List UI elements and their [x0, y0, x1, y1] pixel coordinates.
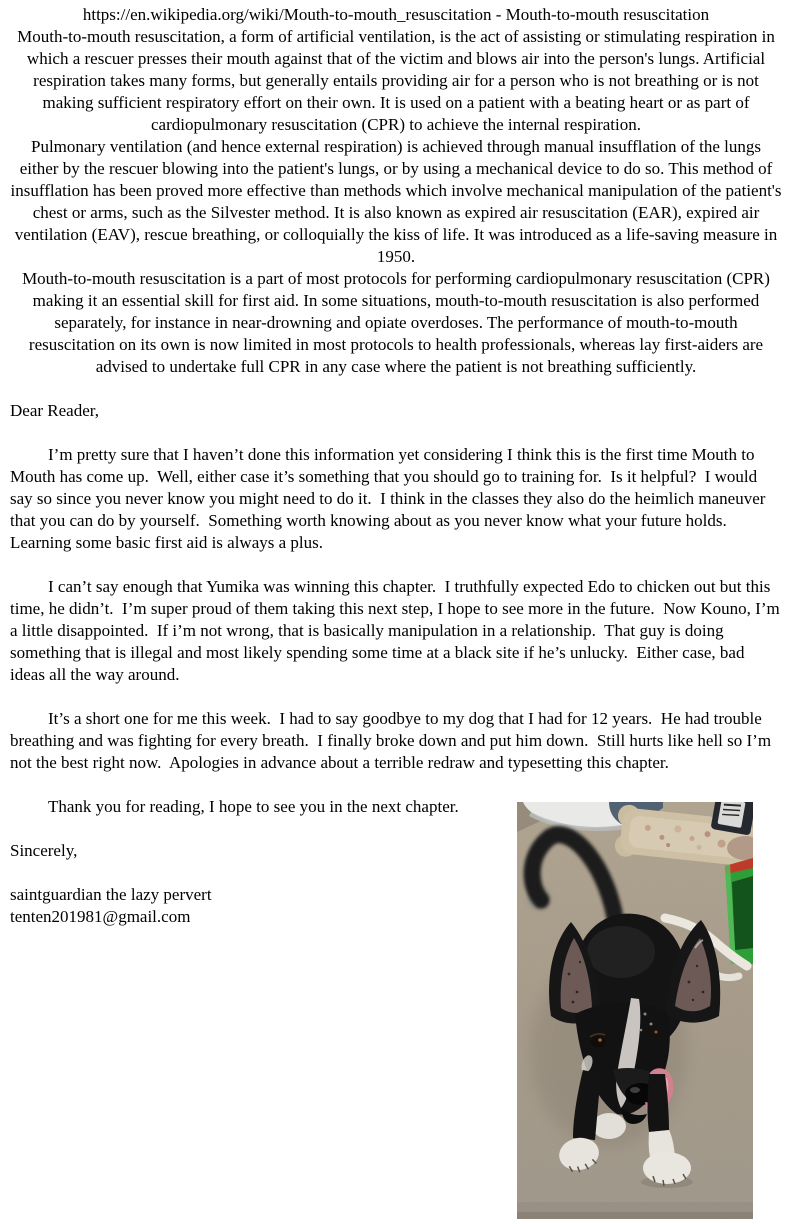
dog-photo — [517, 802, 753, 1219]
article-paragraph-1: Mouth-to-mouth resuscitation, a form of artificial ventilation, is the act of assisting or stimulating respiration in which a rescuer presses their mouth against that of the victim and blows air into the person's lungs. Artificial respiration takes many forms, but generally entails providing air for a person who is not breathing or is not making sufficient respiratory effort on their own. It is used on a patient with a beating heart or as part of cardiopulmonary resuscitation (CPR) to achieve the internal respiration. — [17, 27, 775, 134]
signature-name: saintguardian the lazy pervert — [10, 885, 212, 904]
letter-paragraph-3: It’s a short one for me this week. I had to say goodbye to my dog that I had for 12 years. He had trouble breathing and was fighting for every breath. I finally broke down and put him down. Still hurts like hell so I’m not the best right now. Apologies in advance about a terrible redraw and typesetting this chapter. — [10, 709, 776, 772]
signature-email: tenten201981@gmail.com — [10, 907, 191, 926]
salutation: Dear Reader, — [10, 401, 99, 420]
dog-chest-patch — [592, 1113, 626, 1139]
source-link-line: https://en.wikipedia.org/wiki/Mouth-to-mouth_resuscitation - Mouth-to-mouth resuscitation — [82, 5, 710, 24]
wikipedia-excerpt — [10, 4, 782, 378]
signoff: Sincerely, — [10, 841, 78, 860]
letter-paragraph-2: I can’t say enough that Yumika was winning this chapter. I truthfully expected Edo to chicken out but this time, he didn’t. I’m super proud of them taking this next step, I hope to see more in the future. Now Kouno, I’m a little disappointed. If i’m not wrong, that is basically manipulation in a relationship. That guy is doing something that is illegal and most likely spending some time at a black site if he’s unlucky. Either case, bad ideas all the way around. — [10, 577, 784, 684]
article-paragraph-2: Pulmonary ventilation (and hence external respiration) is achieved through manual insufflation of the lungs either by the rescuer blowing into the patient's lungs, or by using a mechanical device to do so. This method of insufflation has been proved more effective than methods which involve mechanical manipulation of the patient's chest or arms, such as the Silvester method. It is also known as expired air resuscitation (EAR), expired air ventilation (EAV), rescue breathing, or colloquially the kiss of life. It was introduced as a life-saving measure in 1950. — [10, 137, 782, 266]
article-paragraph-3: Mouth-to-mouth resuscitation is a part of most protocols for performing cardiopulmonary resuscitation (CPR) making it an essential skill for first aid. In some situations, mouth-to-mouth resuscitation is also performed separately, for instance in near-drowning and opiate overdoses. The performance of mouth-to-mouth resuscitation on its own is now limited in most protocols to health professionals, whereas lay first-aiders are advised to undertake full CPR in any case where the patient is not breathing sufficiently. — [22, 269, 770, 376]
letter-paragraph-1: I’m pretty sure that I haven’t done this information yet considering I think this is the first time Mouth to Mouth has come up. Well, either case it’s something that you should go to training for. Is it helpful? I would say so since you never know you might need to do it. I think in the classes they also do the heimlich maneuver that you can do by yourself. Something worth knowing about as you never know what your future holds. Learning some basic first aid is always a plus. — [10, 445, 770, 552]
closing-line: Thank you for reading, I hope to see you in the next chapter. — [48, 797, 459, 816]
